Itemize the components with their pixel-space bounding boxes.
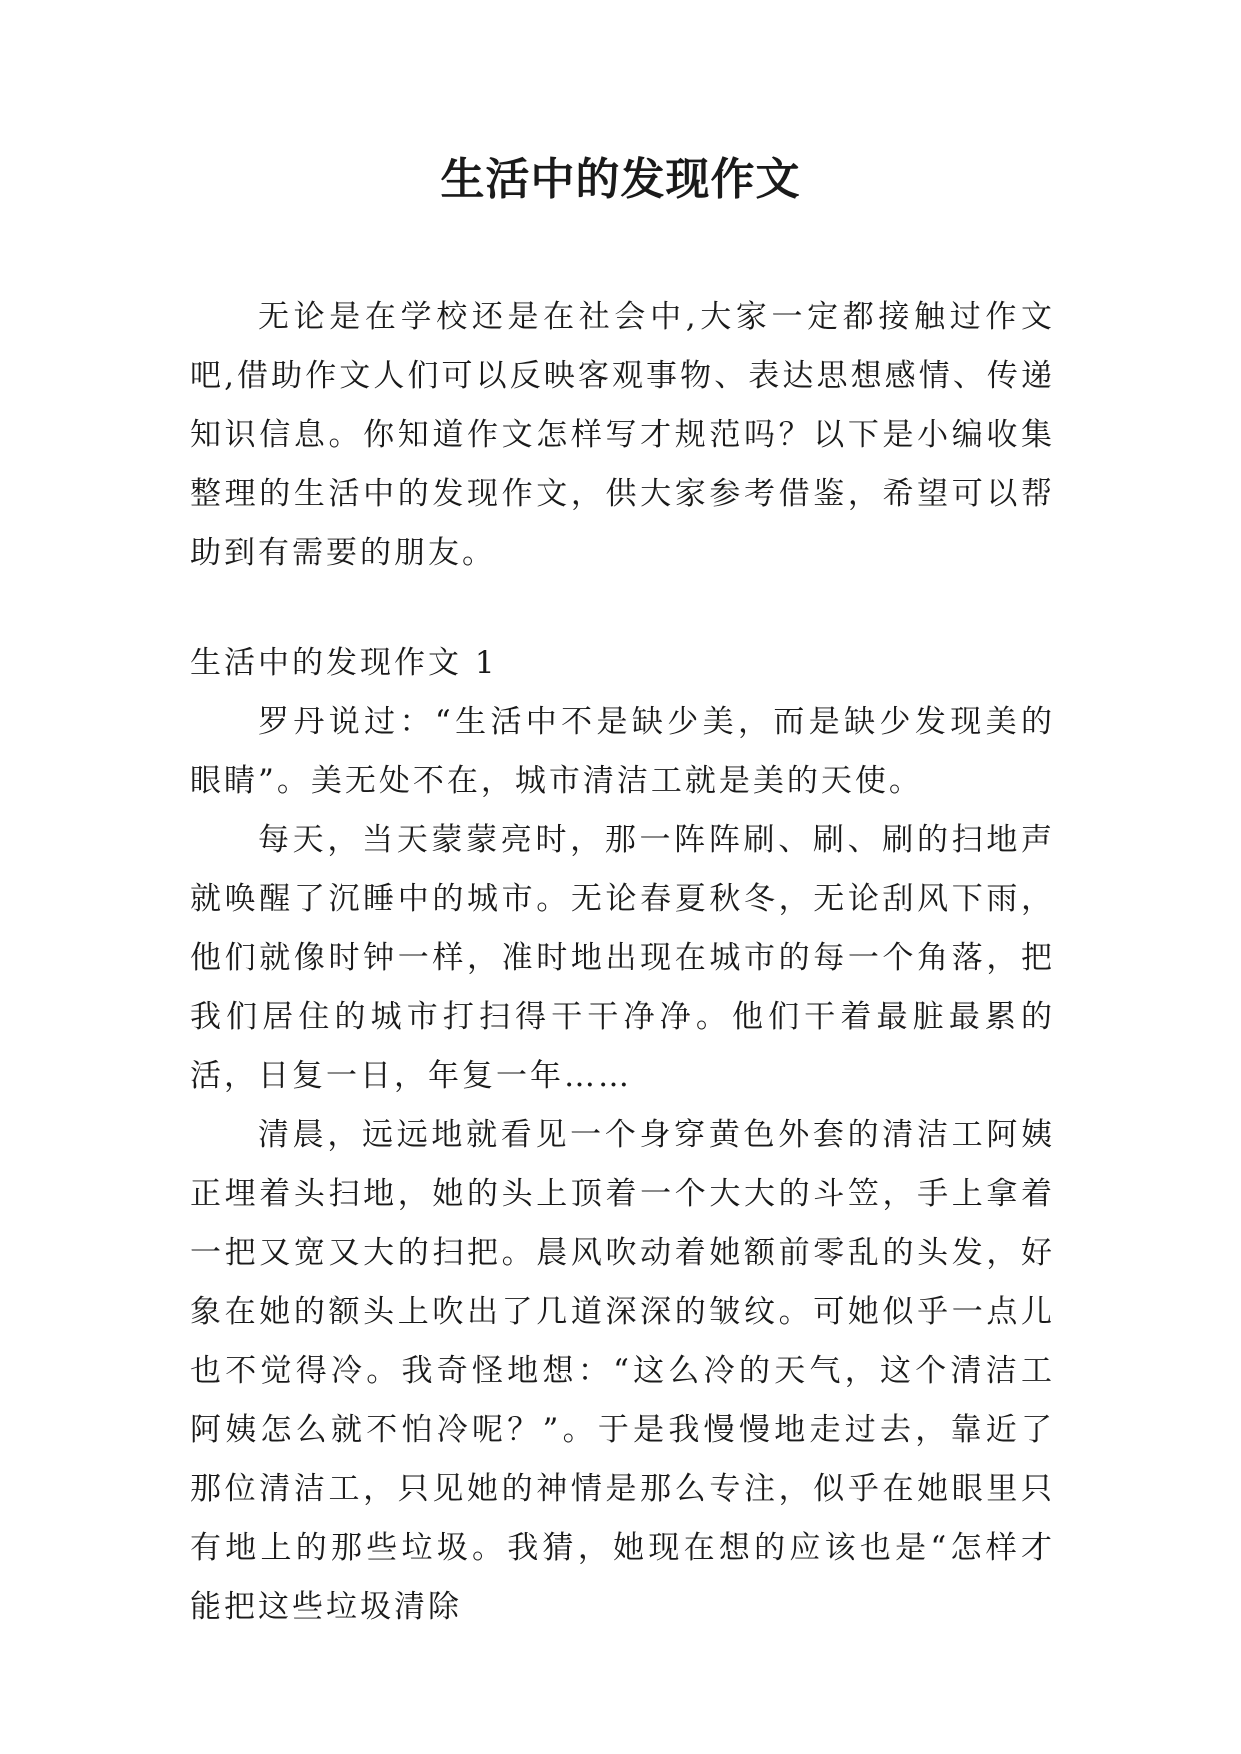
essay-section-1 [190,634,1055,1637]
essay-paragraph-2: 每天，当天蒙蒙亮时，那一阵阵刷、刷、刷的扫地声就唤醒了沉睡中的城市。无论春夏秋冬，无论刮风下雨，他们就像时钟一样，准时地出现在城市的每一个角落，把我们居住的城市打扫得干干净净。他们干着最脏最累的活，日复一日，年复一年…… [190,822,1055,1094]
section-heading: 生活中的发现作文 1 [190,645,498,681]
essay-paragraph-3: 清晨，远远地就看见一个身穿黄色外套的清洁工阿姨正埋着头扫地，她的头上顶着一个大大的斗笠，手上拿着一把又宽又大的扫把。晨风吹动着她额前零乱的头发，好象在她的额头上吹出了几道深深的皱纹。可她似乎一点儿也不觉得冷。我奇怪地想：“这么冷的天气，这个清洁工阿姨怎么就不怕冷呢？”。于是我慢慢地走过去，靠近了那位清洁工，只见她的神情是那么专注，似乎在她眼里只有地上的那些垃圾。我猜，她现在想的应该也是“怎样才能把这些垃圾清除 [190,1117,1055,1625]
essay-paragraph-1: 罗丹说过：“生活中不是缺少美，而是缺少发现美的眼睛”。美无处不在，城市清洁工就是美的天使。 [190,704,1055,799]
document-title: 生活中的发现作文 [440,154,801,205]
intro-block [190,288,1055,583]
intro-paragraph: 无论是在学校还是在社会中,大家一定都接触过作文吧,借助作文人们可以反映客观事物、表达思想感情、传递知识信息。你知道作文怎样写才规范吗？以下是小编收集整理的生活中的发现作文，供大家参考借鉴，希望可以帮助到有需要的朋友。 [190,299,1055,571]
